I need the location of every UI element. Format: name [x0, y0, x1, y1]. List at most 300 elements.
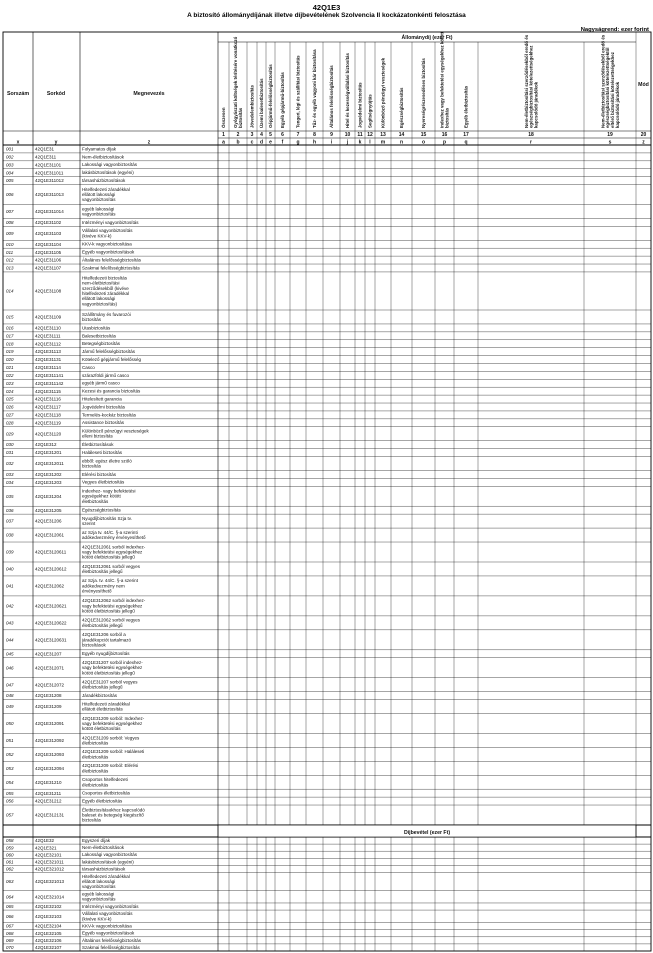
row-sorszam: 004 — [6, 170, 14, 176]
row-name-line: Termelés-kockáz biztosítás — [82, 412, 137, 418]
row-sorkod: 42Q1E3120612 — [35, 566, 67, 572]
row-sorszam: 012 — [6, 257, 14, 263]
row-name-line: Intézményi vagyonbiztosítás — [82, 219, 139, 225]
row-name-line: szerint — [82, 521, 96, 527]
row-sorszam: 029 — [6, 431, 14, 437]
row-sorkod: 42Q1E321011 — [35, 859, 64, 865]
row-sorszam: 063 — [6, 879, 14, 885]
row-name-line: lakásbiztosítások (egyéni) — [82, 170, 134, 176]
col-header-label-line: Jövedelembiztosítás — [249, 85, 255, 128]
row-sorkod: 42Q1E31201 — [35, 450, 62, 456]
row-name-line: 42Q1E312061 sorból vegyes — [82, 563, 141, 569]
row-sorszam: 037 — [6, 518, 14, 524]
row-name-line: baleset és betegség kiegészítő — [82, 812, 144, 818]
row-name-line: adókedvezmény érvényesíthető — [82, 535, 146, 541]
row-sorszam: 016 — [6, 325, 14, 331]
row-name-line: Utasbiztosítás — [82, 325, 111, 331]
row-name-line: Szakmai felelősségbiztosítás — [82, 944, 140, 950]
row-sorkod: 42Q1E311142 — [35, 380, 64, 386]
row-sorszam: 028 — [6, 420, 14, 426]
row-sorkod: 42Q1E31202 — [35, 471, 62, 477]
col-letter: m — [380, 139, 386, 146]
col-header-label-line: Általános felelősségbiztosítás — [329, 65, 335, 128]
row-sorkod: 42Q1E321014 — [35, 894, 65, 900]
unit-label: Nagyságrend: ezer forint — [580, 27, 649, 33]
col-letter: f — [281, 139, 284, 146]
row-sorkod: 42Q1E31110 — [35, 325, 61, 331]
row-name-line: ellátott lakossági — [82, 296, 116, 302]
row-sorszam: 064 — [6, 894, 14, 900]
row-name-line: KKV-k vagyonbiztosítása — [82, 923, 132, 929]
row-name-line: ellátott lakossági — [82, 191, 116, 197]
col-header-label-line: Gyógyászati költségek térítésére vonatkozó — [233, 36, 239, 128]
row-sorszam: 062 — [6, 866, 14, 872]
row-name-line: Nyugdíjbiztosítás Szja tv. — [82, 515, 132, 521]
col-header-label-line: eltérő biztosítási kötelezettségekhez — [610, 52, 615, 128]
row-sorszam: 039 — [6, 549, 14, 555]
col-header-label-line: egészségbiztosítási kötelezettségekhez — [528, 45, 534, 128]
report-code: 42Q1E3 — [312, 3, 341, 12]
col-number: 8 — [313, 132, 316, 138]
row-sorkod: 42Q1E31108 — [35, 288, 62, 294]
row-sorszam: 060 — [6, 852, 14, 858]
row-name-line: az Szja tv. 44/C. §-a szerinti — [82, 529, 138, 535]
row-sorszam: 027 — [6, 412, 14, 418]
row-name-line: életbiztosítás — [82, 498, 109, 504]
col-header-7 — [296, 55, 301, 128]
row-sorkod: 42Q1E311011 — [35, 170, 64, 176]
row-name-line: Assistance biztosítás — [82, 420, 125, 426]
col-number: 18 — [528, 132, 534, 138]
col-header-label-line: Egészségbiztosítás — [399, 87, 405, 128]
row-name-line: Különböző pénzügyi veszteségek — [82, 428, 149, 434]
col-header-10 — [345, 53, 350, 128]
row-sorkod: 42Q1E31208 — [35, 693, 62, 699]
col-number: 14 — [398, 132, 405, 138]
col-header-14 — [399, 87, 404, 128]
row-name-line: Nem-életbiztosítások — [82, 154, 125, 160]
row-sorszam: 052 — [6, 751, 14, 757]
col-header-11 — [358, 82, 363, 128]
row-name-line: Betegségbiztosítás — [82, 341, 121, 347]
row-sorkod: 42Q1E31107 — [35, 265, 62, 271]
row-sorszam: 001 — [6, 146, 14, 152]
row-sorkod: 42Q1E32101 — [35, 852, 62, 858]
row-name-line: (kivéve KKV-k) — [82, 916, 112, 922]
row-sorszam: 009 — [6, 230, 14, 236]
row-sorszam: 020 — [6, 357, 14, 363]
row-name-line: egyéb jármű casco — [82, 380, 120, 386]
row-sorszam: 013 — [6, 265, 14, 271]
row-name-line: 42Q1E312061 sorból indexhez- — [82, 544, 146, 550]
row-sorszam: 005 — [6, 178, 14, 184]
row-sorszam: 057 — [6, 812, 14, 818]
col-number: 20 — [640, 132, 647, 138]
row-name-line: vagy befektetési egységekhez — [82, 720, 143, 726]
row-sorszam: 017 — [6, 333, 14, 339]
row-name-line: Csoportos életbiztosítás — [82, 790, 131, 796]
row-name-line: egységekhez kötött — [82, 493, 121, 499]
row-name-line: 42Q1E312062 sorból vegyes — [82, 617, 141, 623]
row-name-line: Folyamatos díjak — [82, 146, 117, 152]
col-number: 11 — [357, 132, 363, 138]
row-name-line: életbiztosítás jellegű — [82, 622, 123, 628]
row-name-line: életbiztosítás — [82, 768, 109, 774]
row-name-line: életbiztosítás jellegű — [82, 568, 123, 574]
row-sorkod: 42Q1E32103 — [35, 913, 62, 919]
row-sorkod: 42Q1E31117 — [35, 404, 61, 410]
row-name-line: kötött életbiztosítás jellegű — [82, 554, 135, 560]
row-sorszam: 047 — [6, 682, 14, 688]
row-name-line: Egyéb vagyonbiztosítások — [82, 930, 135, 936]
col-letter: l — [369, 139, 371, 146]
row-name-line: Szakmai felelősségbiztosítás — [82, 265, 140, 271]
row-sorszam: 034 — [6, 479, 14, 485]
row-sorkod: 42Q1E312131 — [35, 812, 65, 818]
row-sorkod: 42Q1E312091 — [35, 721, 65, 727]
row-sorszam: 053 — [6, 765, 14, 771]
row-sorszam: 066 — [6, 913, 14, 919]
row-sorkod: 42Q1E312 — [35, 442, 57, 448]
row-sorkod: 42Q1E312094 — [35, 765, 65, 771]
group-label-dijbevetel: Díjbevétel (ezer Ft) — [403, 830, 451, 836]
row-sorkod: 42Q1E31205 — [35, 507, 62, 513]
row-name-line: érvényesíthető — [82, 588, 112, 594]
col-letter: g — [296, 139, 300, 146]
col-header-label-line: Tengeri, légi és szállítási biztosítás — [295, 55, 301, 128]
row-name-line: az Szja. tv. 44/C. §-a szerint — [82, 578, 138, 584]
row-name-line: társasházbiztosítások — [82, 866, 126, 872]
row-sorkod: 42Q1E31209 — [35, 704, 62, 710]
row-name-line: Csoportos hitelfedezeti — [82, 777, 128, 783]
col-header-8 — [312, 49, 317, 128]
col-header-label-line: Egyéb gépjármű-biztosítás — [280, 72, 286, 128]
row-sorkod: 42Q1E31 — [35, 146, 55, 152]
col-number: 9 — [330, 132, 333, 138]
row-sorkod: 42Q1E31211 — [35, 790, 62, 796]
row-name-line: Életbiztosítások — [82, 442, 114, 448]
col-letter: n — [399, 139, 404, 146]
row-sorkod: 42Q1E31207 — [35, 651, 62, 657]
row-sorszam: 041 — [6, 583, 14, 589]
row-sorkod: 42Q1E312071 — [35, 665, 65, 671]
row-name-line: életbiztosítás — [82, 740, 109, 746]
row-sorkod: 42Q1E312072 — [35, 682, 65, 688]
row-name-line: Lakossági vagyonbiztosítás — [82, 162, 138, 168]
row-name-line: 42Q1E31207 sorból indexhez- — [82, 659, 143, 665]
row-name-line: Kezesi és garancia biztosítás — [82, 388, 141, 394]
col-letter: c — [250, 139, 254, 146]
col-header-label-line: Indexhez vagy befektetési egységekhez kötött — [439, 31, 445, 128]
col-number: 17 — [463, 132, 469, 138]
col-header-18 — [524, 34, 539, 128]
col-header-label-line: Gépjármű-felelősségbiztosítás — [268, 64, 274, 128]
col-letter: b — [236, 139, 240, 146]
row-name-line: Általános felelősségbiztosítás — [82, 937, 142, 943]
row-name-line: Kötelező gépjármű felelősség — [82, 356, 142, 362]
row-name-line: vagyonbiztosítás — [82, 896, 116, 902]
row-name-line: lakásbiztosítások (egyéni) — [82, 859, 134, 865]
row-name-line: Lakossági vagyonbiztosítás — [82, 852, 138, 858]
col-number: 5 — [269, 132, 272, 138]
row-sorkod: 42Q1E31103 — [35, 230, 62, 236]
col-header-label-line: biztosítás — [238, 107, 243, 128]
row-name-line: egyéb lakossági — [82, 891, 115, 897]
row-sorkod: 42Q1E31203 — [35, 479, 62, 485]
col-header-label-line: Hitel és kezességvállalási biztosítás — [345, 53, 351, 128]
row-sorszam: 042 — [6, 603, 14, 609]
col-header-label-line: egészségbiztosítási kötelezettségektől — [605, 47, 611, 128]
row-name-line: (kivéve KKV-k) — [82, 233, 112, 239]
row-name-line: Elérési biztosítás — [82, 471, 117, 477]
col-letter: d — [259, 139, 264, 146]
col-number: 12 — [367, 132, 373, 138]
row-name-line: Jármű felelősségbiztosítás — [82, 349, 136, 355]
col-number: 1 — [222, 132, 225, 138]
row-sorszam: 010 — [6, 241, 14, 247]
row-name-line: Egyéb életbiztosítás — [82, 798, 123, 804]
col-header-label-line: kapcsolódó járadékok — [614, 81, 620, 128]
row-name-line: szárazföldi jármű casco — [82, 372, 130, 378]
row-sorkod: 42Q1E312062 — [35, 583, 65, 589]
row-sorszam: 003 — [6, 162, 14, 168]
row-sorkod: 42Q1E311141 — [35, 372, 64, 378]
row-name-line: Vállalati vagyonbiztosítás — [82, 911, 133, 917]
col-letter: a — [222, 139, 225, 146]
row-name-line: vagyonbiztosítás — [82, 197, 116, 203]
col-number: 10 — [344, 132, 351, 138]
row-name-line: Hitelfedezeti záradékkal — [82, 701, 130, 707]
col-number: 2 — [236, 132, 240, 138]
col-header-label-line: Nem-életbiztosítási szerződésekből eredő és — [600, 34, 606, 128]
col-header-15 — [421, 58, 426, 128]
row-sorszam: 008 — [6, 220, 14, 226]
row-sorszam: 051 — [6, 738, 14, 744]
row-name-line: szerződésekből (kivéve — [82, 285, 129, 291]
row-sorkod: 42Q1E31113 — [35, 349, 61, 355]
row-sorszam: 040 — [6, 566, 14, 572]
row-name-line: egyéb lakossági — [82, 206, 115, 212]
row-sorkod: 42Q1E31101 — [35, 162, 62, 168]
col-header-17 — [464, 85, 469, 128]
row-name-line: 42Q1E31207 sorból vegyes — [82, 679, 138, 685]
row-name-line: hitelfedezeti záradékkal — [82, 290, 130, 296]
col-header-16 — [440, 31, 450, 128]
col-header-19 — [600, 34, 619, 128]
row-sorkod: 42Q1E32105 — [35, 930, 62, 936]
row-sorszam: 054 — [6, 779, 14, 785]
row-sorszam: 046 — [6, 665, 14, 671]
col-letter: i — [330, 139, 333, 146]
row-sorszam: 030 — [6, 442, 14, 448]
row-name-line: biztosítás — [82, 463, 102, 469]
row-sorkod: 42Q1E31206 — [35, 518, 62, 524]
row-name-line: biztosítás — [82, 817, 102, 823]
row-sorszam: 068 — [6, 930, 14, 936]
row-sorszam: 006 — [6, 192, 14, 198]
col-header-mod: Mód — [638, 82, 649, 88]
row-sorszam: 056 — [6, 798, 14, 804]
col-header-label-line: Segítségnyújtás — [367, 94, 373, 128]
row-name-line: 42Q1E31209 sorból: Haláleseti — [82, 749, 145, 755]
col-letter-megnevezes: z — [147, 139, 151, 146]
row-sorszam: 036 — [6, 507, 14, 513]
row-sorszam: 065 — [6, 904, 14, 910]
row-name-line: Intézményi vagyonbiztosítás — [82, 903, 139, 909]
col-header-label-line: Különböző pénzügyi veszteségek — [380, 57, 386, 128]
row-sorkod: 42Q1E32104 — [35, 923, 62, 929]
row-name-line: Hitelfedezeti záradékkal — [82, 186, 130, 192]
row-name-line: Vegyes életbiztosítás — [82, 479, 125, 485]
col-letter: s — [608, 139, 612, 146]
row-name-line: vagyonbiztosítás) — [82, 301, 118, 307]
row-name-line: Haláleseti biztosítás — [82, 449, 123, 455]
row-name-line: vagy befektetési egységekhez — [82, 665, 143, 671]
col-header-5 — [268, 64, 273, 128]
col-letter: z — [642, 139, 645, 146]
row-sorkod: 42Q1E31119 — [35, 420, 61, 426]
row-sorszam: 049 — [6, 704, 14, 710]
row-name-line: ellátott lakossági — [82, 878, 116, 884]
row-sorszam: 023 — [6, 380, 14, 386]
col-letter-sorszam: x — [16, 139, 20, 146]
row-sorkod: 42Q1E321 — [35, 845, 57, 851]
row-sorkod: 42Q1E31104 — [35, 241, 62, 247]
row-name-line: Egyéb vagyonbiztosítások — [82, 249, 135, 255]
row-sorkod: 42Q1E311012 — [35, 178, 64, 184]
row-sorszam: 061 — [6, 859, 14, 865]
row-sorkod: 42Q1E31112 — [35, 341, 61, 347]
row-sorkod: 42Q1E312093 — [35, 751, 65, 757]
row-name-line: vagy befektetési egységekhez — [82, 603, 143, 609]
row-sorszam: 070 — [6, 945, 14, 951]
row-sorkod: 42Q1E3120611 — [35, 549, 67, 555]
row-sorszam: 044 — [6, 637, 14, 643]
row-sorkod: 42Q1E31109 — [35, 314, 62, 320]
report-title: A biztosító állománydíjának illetve díjbevételének Szolvencia II kockázatonkénti felosztása — [187, 12, 466, 19]
row-name-line: kötött életbiztosítás jellegű — [82, 670, 135, 676]
col-header-sorkod: Sorkód — [46, 91, 66, 97]
row-sorszam: 043 — [6, 620, 14, 626]
row-sorszam: 033 — [6, 471, 14, 477]
col-header-6 — [280, 72, 285, 128]
row-sorszam: 059 — [6, 845, 14, 851]
row-sorkod: 42Q1E31120 — [35, 431, 62, 437]
row-sorszam: 011 — [6, 249, 14, 255]
col-number: 7 — [296, 132, 300, 138]
row-sorkod: 42Q1E3120631 — [35, 637, 67, 643]
col-number: 3 — [250, 132, 254, 138]
row-name-line: Szállítmány és fuvarozói — [82, 311, 131, 317]
row-sorszam: 018 — [6, 341, 14, 347]
col-letter: k — [358, 139, 362, 146]
col-header-label-line: biztosítás — [444, 107, 450, 128]
row-sorkod: 42Q1E311 — [35, 154, 57, 160]
row-name-line: elleni biztosítás — [82, 433, 113, 439]
col-letter-sorkod: y — [54, 139, 58, 146]
col-letter: r — [530, 139, 532, 146]
col-number: 15 — [420, 132, 427, 138]
col-header-label-line: Egyéb életbiztosítás — [463, 85, 469, 128]
row-name-line: Járadékbiztosítás — [82, 693, 118, 699]
row-sorkod: 42Q1E32102 — [35, 904, 62, 910]
col-number: 16 — [441, 132, 448, 138]
row-name-line: Hitelfedezeti záradékkal — [82, 873, 130, 879]
col-letter: p — [442, 139, 447, 146]
row-sorszam: 015 — [6, 314, 14, 320]
row-sorkod: 42Q1E312011 — [35, 461, 64, 467]
row-name-line: életbiztosítás jellegű — [82, 684, 123, 690]
col-header-label-line: Üzemi balesetbiztosítás — [259, 78, 265, 128]
col-number: 13 — [380, 132, 386, 138]
row-sorszam: 031 — [6, 450, 14, 456]
row-sorkod: 42Q1E311013 — [35, 192, 64, 198]
row-sorkod: 42Q1E32 — [35, 838, 55, 844]
row-name-line: Hitelfedezeti biztosítás — [82, 275, 128, 281]
row-sorszam: 045 — [6, 651, 14, 657]
row-sorkod: 42Q1E32106 — [35, 937, 62, 943]
row-sorkod: 42Q1E321013 — [35, 879, 65, 885]
row-name-line: nem-életbiztosítási — [82, 280, 120, 286]
col-header-1 — [221, 107, 226, 128]
row-sorszam: 038 — [6, 532, 14, 538]
row-name-line: Casco — [82, 364, 95, 370]
row-name-line: kötött életbiztosítás jellegű — [82, 608, 135, 614]
col-letter: e — [269, 139, 272, 146]
row-name-line: kötött életbiztosítás — [82, 726, 121, 732]
col-header-4 — [259, 78, 264, 128]
row-name-line: Vállalati vagyonbiztosítás — [82, 228, 133, 234]
row-sorkod: 42Q1E311014 — [35, 209, 64, 215]
row-sorkod: 42Q1E31131 — [35, 357, 62, 363]
row-sorkod: 42Q1E321012 — [35, 866, 65, 872]
row-name-line: Életbiztosításokhoz kapcsolódó — [82, 807, 145, 813]
row-sorszam: 035 — [6, 493, 14, 499]
row-sorszam: 050 — [6, 721, 14, 727]
row-sorkod: 42Q1E3120622 — [35, 620, 67, 626]
row-sorkod: 42Q1E32107 — [35, 945, 62, 951]
row-sorszam: 021 — [6, 365, 14, 371]
row-name-line: 42Q1E31209 sorból: Indexhez- — [82, 715, 145, 721]
row-name-line: vagyonbiztosítás — [82, 884, 116, 890]
col-header-label-line: Nem-életbiztosítási szerződésekből eredő és — [523, 34, 529, 128]
row-name-line: 42Q1E31209 sorból: Elérési — [82, 763, 139, 769]
col-header-label-line: Összesen — [221, 107, 227, 128]
row-sorszam: 007 — [6, 209, 14, 215]
row-sorkod: 42Q1E312061 — [35, 532, 65, 538]
row-name-line: KKV-k vagyonbiztosítása — [82, 241, 132, 247]
row-name-line: Egyszeri díjak — [82, 837, 111, 843]
row-sorszam: 025 — [6, 396, 14, 402]
row-name-line: 42Q1E312062 sorból indexhez- — [82, 598, 146, 604]
row-name-line: Egészségbiztosítás — [82, 507, 121, 513]
row-sorszam: 032 — [6, 461, 14, 467]
row-sorszam: 014 — [6, 288, 14, 294]
row-name-line: ebből: egész életre szóló — [82, 458, 132, 464]
row-sorkod: 42Q1E31111 — [35, 333, 61, 339]
col-number: 19 — [607, 132, 613, 138]
row-name-line: vagyonbiztosítás — [82, 211, 116, 217]
row-sorszam: 024 — [6, 388, 14, 394]
col-header-label-line: Jogvédelmi biztosítás — [357, 82, 363, 128]
col-letter: j — [346, 139, 349, 146]
col-number: 4 — [260, 132, 263, 138]
row-sorkod: 42Q1E31204 — [35, 493, 62, 499]
col-header-label-line: Tűz- és egyéb vagyoni kár biztosítása — [312, 49, 318, 128]
row-name-line: adókedvezmény nem — [82, 583, 125, 589]
row-name-line: biztosítás — [82, 316, 102, 322]
col-header-label-line: Nyereségrészesedéses biztosítás — [421, 58, 427, 128]
